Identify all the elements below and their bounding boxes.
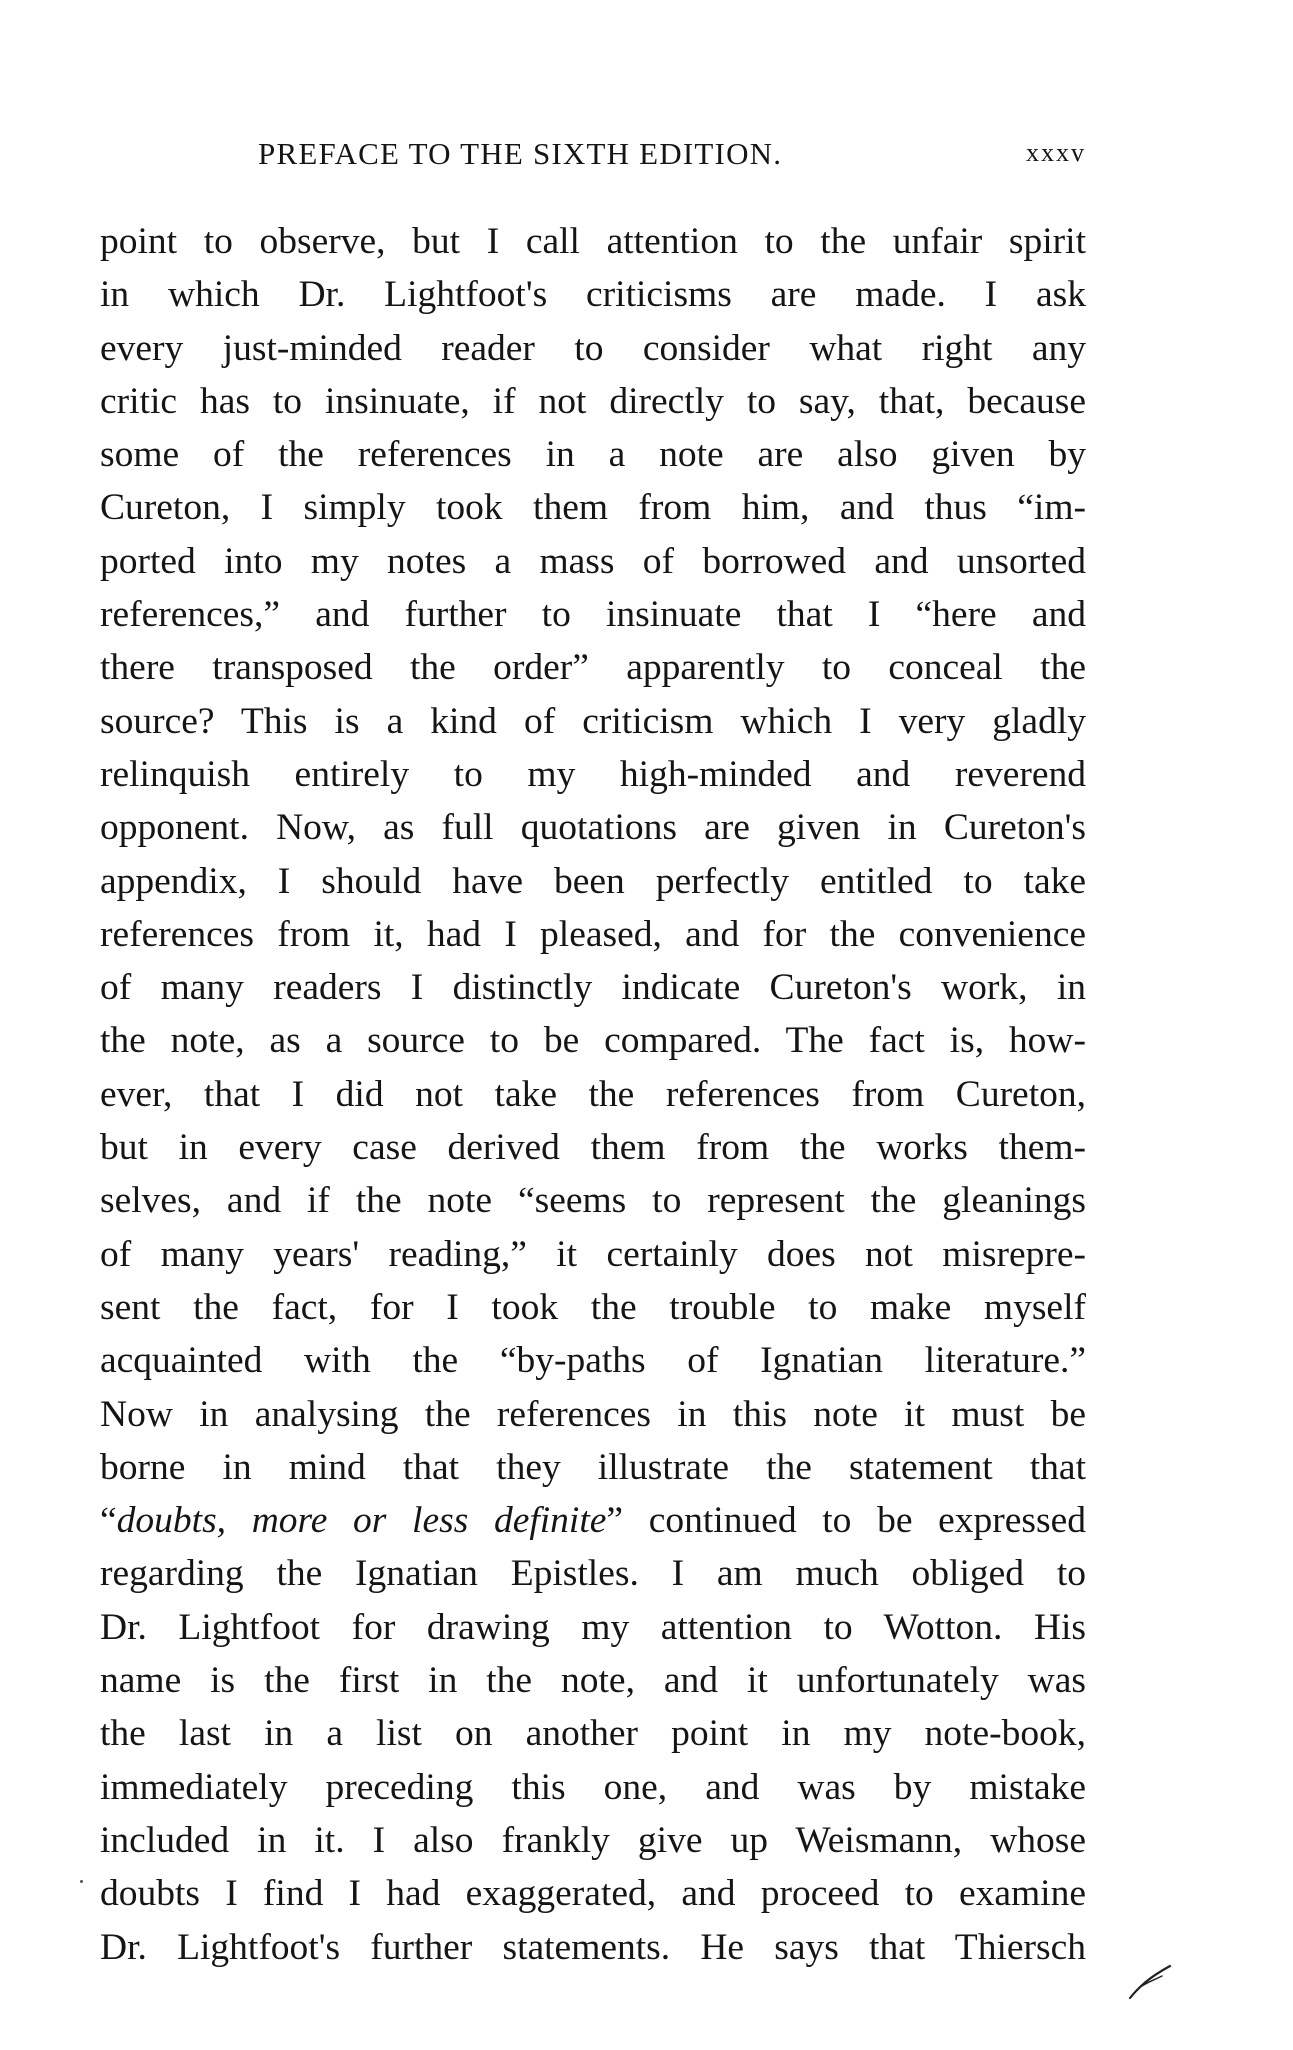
- body-text: [100, 215, 1086, 1974]
- text-line: references,” and further to insinuate that I “here and: [100, 594, 1086, 636]
- page-number: xxxv: [1026, 138, 1086, 167]
- text-line: name is the first in the note, and it unfortunately was: [100, 1660, 1086, 1702]
- text-line: Dr. Lightfoot's further statements. He says that Thiersch: [100, 1926, 1086, 1968]
- text-line-italic: [100, 1494, 1086, 1547]
- text-line: of many readers I distinctly indicate Cureton's work, in: [100, 967, 1086, 1009]
- text-line: acquainted with the “by-paths of Ignatian literature.”: [100, 1340, 1086, 1382]
- open-quote: “: [100, 1500, 117, 1542]
- pen-mark-icon: [1128, 1960, 1172, 2000]
- text-line: critic has to insinuate, if not directly to say, that, because: [100, 380, 1086, 422]
- running-head: [258, 136, 1086, 176]
- text-line: Dr. Lightfoot for drawing my attention to Wotton. His: [100, 1606, 1086, 1648]
- text-line: point to observe, but I call attention to the unfair spirit: [100, 221, 1086, 262]
- text-line: appendix, I should have been perfectly entitled to take: [100, 860, 1086, 902]
- text-line: ever, that I did not take the references from Cureton,: [100, 1073, 1086, 1115]
- text-line: source? This is a kind of criticism which I very gladly: [100, 700, 1086, 742]
- text-line: regarding the Ignatian Epistles. I am much obliged to: [100, 1553, 1086, 1595]
- text-line: sent the fact, for I took the trouble to make myself: [100, 1286, 1086, 1328]
- text-line: ported into my notes a mass of borrowed and unsorted: [100, 540, 1086, 582]
- text-line: of many years' reading,” it certainly does not misrepre-: [100, 1233, 1086, 1275]
- margin-speck: [80, 1880, 83, 1883]
- text-line: some of the references in a note are also given by: [100, 434, 1086, 476]
- text-line: Now in analysing the references in this note it must be: [100, 1393, 1086, 1435]
- text-line: relinquish entirely to my high-minded and reverend: [100, 753, 1086, 795]
- italic-phrase: doubts, more or less definite: [116, 1500, 607, 1542]
- text-line: the last in a list on another point in my note-book,: [100, 1713, 1086, 1755]
- text-line: selves, and if the note “seems to represent the gleanings: [100, 1180, 1086, 1222]
- text-line: Cureton, I simply took them from him, and thus “im-: [100, 487, 1086, 529]
- text-line: there transposed the order” apparently to conceal the: [100, 647, 1086, 689]
- text-line: the note, as a source to be compared. The fact is, how-: [100, 1020, 1086, 1062]
- line-rest: ” continued to be expressed: [606, 1500, 1086, 1542]
- text-line: doubts I find I had exaggerated, and proceed to examine: [100, 1873, 1086, 1915]
- text-line: in which Dr. Lightfoot's criticisms are made. I ask: [100, 274, 1086, 316]
- running-head-title: PREFACE TO THE SIXTH EDITION.: [258, 136, 783, 171]
- text-line: included in it. I also frankly give up Weismann, whose: [100, 1819, 1086, 1861]
- text-line: every just-minded reader to consider what right any: [100, 327, 1086, 369]
- text-line: opponent. Now, as full quotations are given in Cureton's: [100, 807, 1086, 849]
- text-line: borne in mind that they illustrate the statement that: [100, 1446, 1086, 1488]
- text-line: references from it, had I pleased, and for the convenience: [100, 913, 1086, 955]
- text-line: immediately preceding this one, and was by mistake: [100, 1766, 1086, 1808]
- text-line: but in every case derived them from the works them-: [100, 1127, 1086, 1169]
